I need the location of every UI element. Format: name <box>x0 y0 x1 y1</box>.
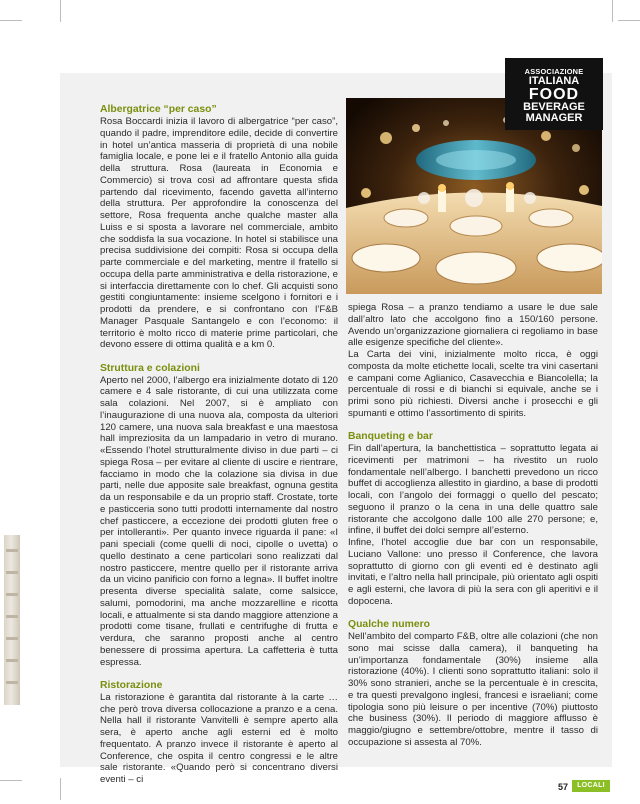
body-paragraph: Aperto nel 2000, l’albergo era inizialmente dotato di 120 camere e 4 sale ristorante, di cui una utilizzata come sala colazioni. Nel 2007, si è ampliato con l’inaugurazione di una nuova ala, composta da ulteriori 120 camere, una nuova sala breakfast e una maestosa hall impreziosita da un lampadario in vetro di murano. «Essendo l’hotel strutturalmente diviso in due parti – ci spiega Rosa – per evitare al cliente di uscire e rientrare, facciamo in modo che la colazione sia divisa in due parti, nelle due apposite sale breakfast, ognuna gestita da un responsabile e da un proprio staff. Crostate, torte e pasticceria sono tutti prodotti internamente dal nostro chef pasticcere, a eccezione dei prodotti gluten free o per intolleranti». Per quanto invece riguarda il pane: «I pani speciali (come quelli di noci, cipolle o uvetta) o quello destinato a cene particolari sono realizzati dal nostro pasticcere, mentre quello per il ristorante arriva da un vicino panificio con forno a legna». Il buffet inoltre presenta diverse specialità salate, come salsicce, salumi, pomodorini, ma anche mozzarelline e ricotta locali, e attualmente si sta dando maggiore attenzione a prodotti come tisane, frullati e centrifughe di frutta e verdura, che saranno proposti anche al centro benessere di prossima apertura. La caffetteria è tutta espressa. <box>100 374 338 668</box>
association-logo <box>505 58 603 130</box>
left-column <box>100 104 338 786</box>
body-paragraph: Fin dall’apertura, la banchettistica – soprattutto legata ai ricevimenti per matrimoni – ha rivestito un ruolo fondamentale nell’albergo. I banchetti prevedono un ricco buffet di accoglienza allestito in giardino, a base di prodotti locali, con l’angolo dei formaggi o quello del pescato; seguono il pranzo o la cena in una delle quattro sale ristorante che accolgono dalle 100 alle 270 persone; e, infine, il buffet dei dolci sempre all’esterno. <box>348 443 598 537</box>
body-paragraph: Rosa Boccardi inizia il lavoro di albergatrice “per caso”, quando il padre, imprenditore edile, decide di convertire in hotel un’antica masseria di proprietà di una nobile famiglia locale, e pone lei e il fratello Antonio alla guida della struttura. Rosa (laureata in Economia e Commercio) si trova così ad affrontare questa sfida partendo dal ricevimento, facendo gavetta all’interno della struttura. Per approfondire la conoscenza del settore, Rosa frequenta anche qualche master alla Luiss e si sposta a lavorare nel commerciale, ambito che soddisfa la sua vocazione. In hotel si stabilisce una precisa suddivisione dei compiti: Rosa si occupa della parte commerciale e del marketing, mentre il fratello si occupa della parte amministrativa e della ristorazione, e si interfaccia direttamente con lo chef. Gli acquisti sono gestiti congiuntamente: insieme scelgono i fornitori e i prodotti da prendere, e si confrontano con l’F&B Manager Pasquale Santangelo e con l’economo: il territorio è molto ricco di materie prime particolari, che devono essere di ottima qualità e a km 0. <box>100 116 338 351</box>
section-tag: LOCALI TOP <box>572 780 610 792</box>
crop-mark <box>0 20 22 21</box>
logo-line-3: FOOD <box>528 86 580 103</box>
section-heading: Ristorazione <box>100 679 163 691</box>
crop-mark <box>60 0 61 22</box>
body-paragraph: La ristorazione è garantita dal ristorante à la carte … che però trova diversa collocazione a pranzo e a cena. Nella hall il ristorante Vanvitelli è sempre aperto alla sera, è aperto anche agli esterni ed è molto frequentato. A pranzo invece il ristorante è aperto al Conference, che ospita il centro congressi e le altre sale ristorante. «Quando però si concentrano diversi eventi – ci <box>100 691 338 785</box>
facing-page-edge <box>4 535 20 705</box>
logo-line-5: MANAGER <box>525 112 583 124</box>
crop-mark <box>60 778 61 800</box>
section-heading: Banqueting e bar <box>348 431 433 442</box>
body-paragraph: La Carta dei vini, inizialmente molto ricca, è oggi composta da molte etichette locali, scelte tra vini casertani e campani come Aglianico, Casavecchia e Biancolella; la percentuale di rossi e di bianchi si equivale, anche se i primi sono più richiesti. Diversi anche i prosecchi e gli spumanti e ottimo l’assortimento di spirits. <box>348 349 598 419</box>
section-heading: Struttura e colazioni <box>100 362 200 374</box>
section-heading: Qualche numero <box>348 619 430 630</box>
right-column <box>348 302 598 749</box>
crop-mark <box>612 0 613 22</box>
crop-mark <box>618 20 640 21</box>
body-paragraph: Infine, l’hotel accoglie due bar con un responsabile, Luciano Vallone: uno presso il Conference, che lavora soprattutto di giorno con gli eventi ed è destinato agli invitati, e l’altro nella hall principale, più orientato agli ospiti e agli esterni, che lavora di più la sera con gli aperitivi e il dopocena. <box>348 537 598 607</box>
section-heading: Albergatrice “per caso” <box>100 104 217 115</box>
body-paragraph: Nell’ambito del comparto F&B, oltre alle colazioni (che non sono mai scisse dalla camera), il banqueting ha un’importanza fondamentale (30%) insieme alla ristorazione (40%). I clienti sono soprattutto italiani: solo il 30% sono stranieri, anche se la percentuale è in crescita, e tra questi prevalgono inglesi, francesi e israeliani; come tipologia sono più leisure o per incentive (70%) piuttosto che business (30%). Il periodo di maggiore afflusso è maggio/giugno e settembre/ottobre, mentre il tasso di occupazione si assesta al 70%. <box>348 631 598 748</box>
logo-line-1: ASSOCIAZIONE <box>524 67 584 76</box>
body-paragraph: spiega Rosa – a pranzo tendiamo a usare le due sale dall’altro lato che accolgono fino a 150/160 persone. Avendo un’organizzazione giornaliera ci regoliamo in base alle esigenze specifiche del cliente». <box>348 302 598 349</box>
crop-mark <box>0 780 22 781</box>
logo-line-2: ITALIANA <box>528 75 580 87</box>
page-number: 57 <box>558 782 569 792</box>
logo-line-4: BEVERAGE <box>523 101 585 113</box>
